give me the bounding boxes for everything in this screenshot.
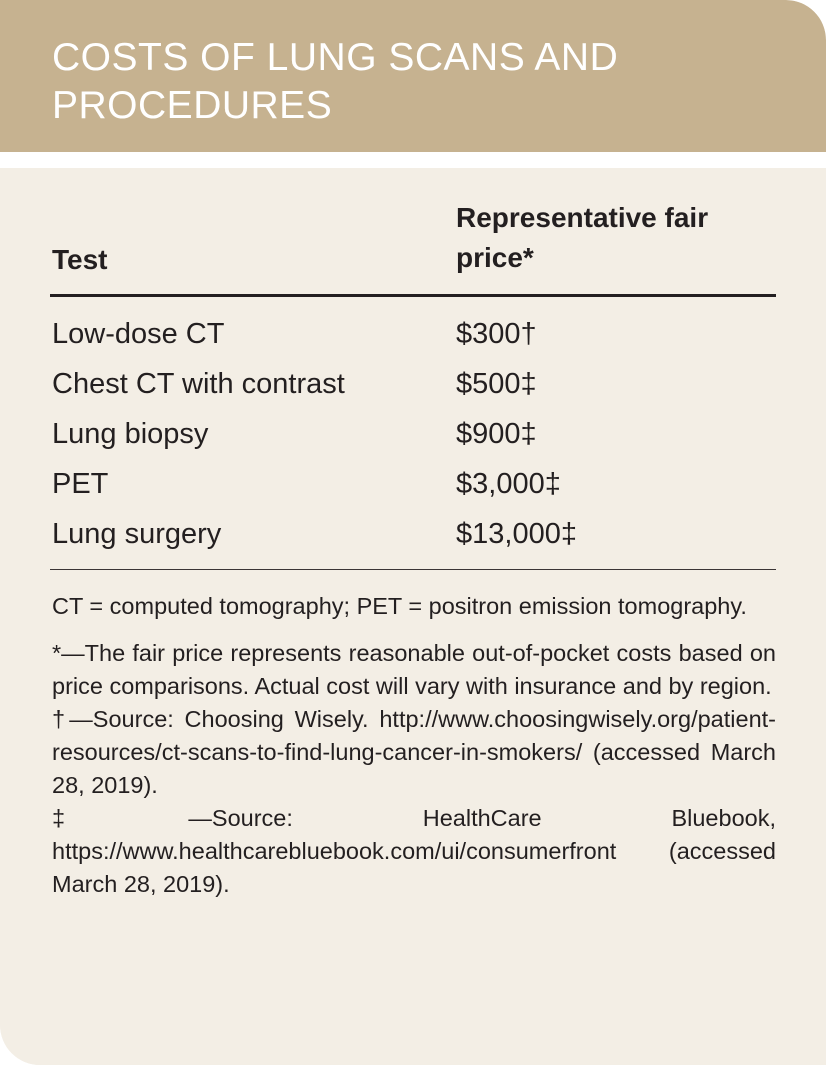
header-divider — [50, 294, 776, 297]
column-header-test: Test — [52, 244, 108, 275]
card-title: COSTS OF LUNG SCANS AND PROCEDURES — [52, 36, 619, 127]
row-price-cell: $300† — [456, 318, 537, 350]
footnote-dagger: †—Source: Choosing Wisely. http://www.choosingwisely.org/patient-resources/ct-scans-to-find-lung-cancer-in-smokers/ (accessed March 28, 2019). — [52, 706, 776, 798]
row-price-cell: $3,000‡ — [456, 468, 561, 500]
row-test-cell: Lung biopsy — [52, 418, 209, 450]
column-header-price: Representative fair price* — [456, 202, 709, 273]
card-header — [0, 0, 826, 152]
row-test-cell: Lung surgery — [52, 518, 222, 550]
table-bottom-divider — [50, 569, 776, 570]
row-price-cell: $900‡ — [456, 418, 537, 450]
footnote-asterisk: *—The fair price represents reasonable out-of-pocket costs based on price comparisons. Actual cost will vary with insurance and by region. — [52, 640, 776, 699]
row-price-cell: $500‡ — [456, 368, 537, 400]
header-gap — [0, 152, 826, 168]
footnote-abbreviations: CT = computed tomography; PET = positron emission tomography. — [52, 593, 747, 619]
row-test-cell: Low-dose CT — [52, 318, 225, 350]
row-test-cell: PET — [52, 468, 109, 500]
row-test-cell: Chest CT with contrast — [52, 368, 345, 400]
row-price-cell: $13,000‡ — [456, 518, 577, 550]
footnotes — [52, 590, 776, 901]
footnote-double-dagger: ‡—Source: HealthCare Bluebook, https://www.healthcarebluebook.com/ui/consumerfront (accessed March 28, 2019). — [52, 805, 776, 897]
